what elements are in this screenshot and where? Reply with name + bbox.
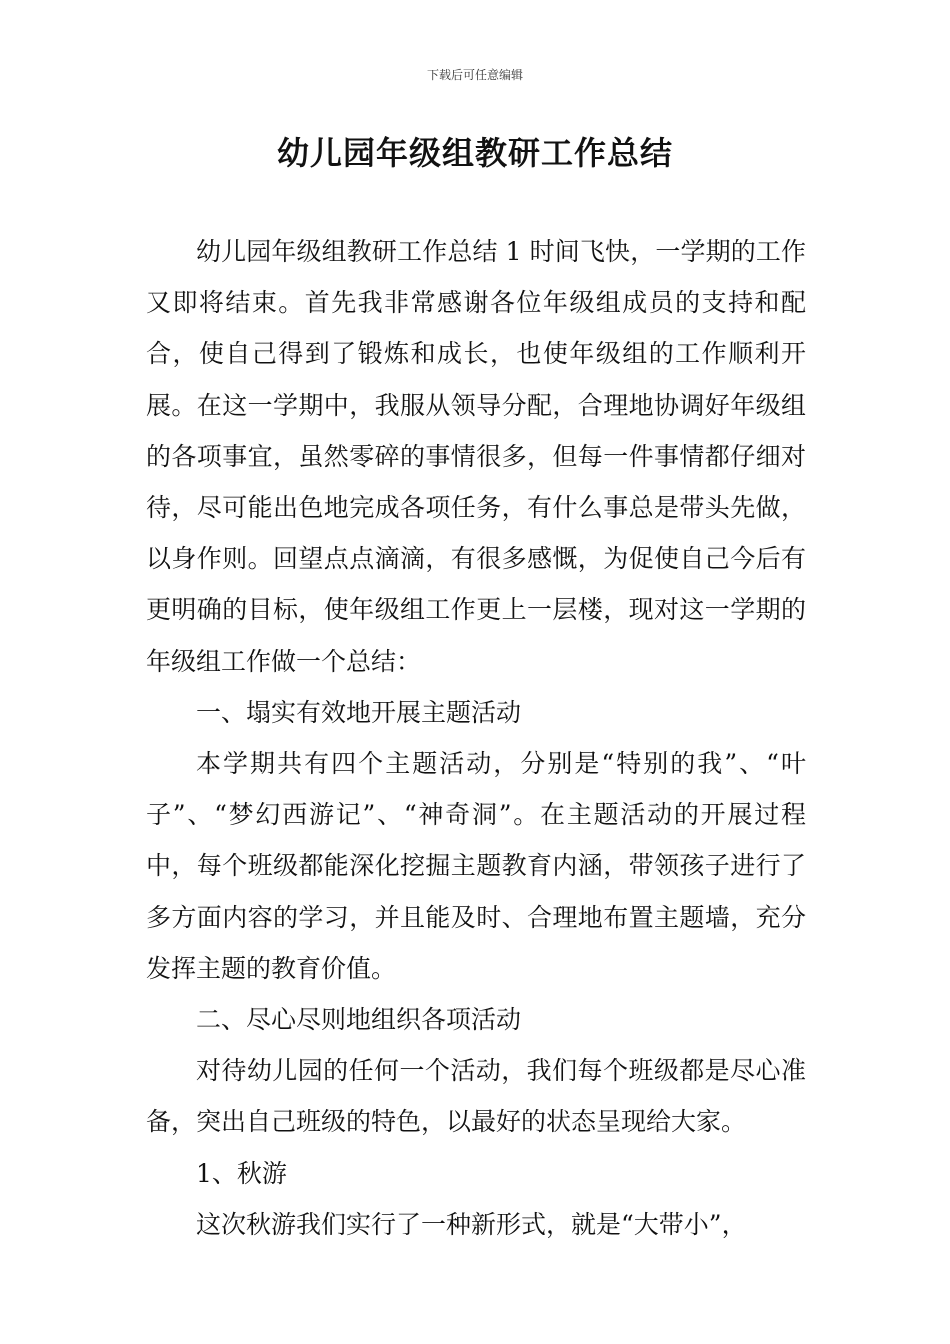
header-note: 下载后可任意编辑 <box>426 68 523 82</box>
paragraph-autumn-trip: 这次秋游我们实行了一种新形式，就是“大带小”， <box>196 1209 747 1239</box>
paragraph-activities: 对待幼儿园的任何一个活动，我们每个班级都是尽心准备，突出自己班级的特色，以最好的状态呈现给大家。 <box>146 1056 806 1137</box>
section-heading-1: 一、塌实有效地开展主题活动 <box>196 697 522 727</box>
paragraph-themes: 本学期共有四个主题活动，分别是“特别的我”、“叶子”、“梦幻西游记”、“神奇洞”。在主题活动的开展过程中，每个班级都能深化挖掘主题教育内涵，带领孩子进行了多方面内容的学习，并且能及时、合理地布置主题墙，充分发挥主题的教育价值。 <box>146 749 806 983</box>
subsection-heading-autumn-trip: 1、秋游 <box>196 1158 287 1188</box>
document-body <box>146 226 806 1250</box>
section-heading-2: 二、尽心尽则地组织各项活动 <box>196 1005 522 1035</box>
paragraph-intro: 幼儿园年级组教研工作总结 1 时间飞快，一学期的工作又即将结束。首先我非常感谢各位年级组成员的支持和配合，使自己得到了锻炼和成长，也使年级组的工作顺利开展。在这一学期中，我服从领导分配，合理地协调好年级组的各项事宜，虽然零碎的事情很多，但每一件事情都仔细对待，尽可能出色地完成各项任务，有什么事总是带头先做，以身作则。回望点点滴滴，有很多感慨，为促使自己今后有更明确的目标，使年级组工作更上一层楼，现对这一学期的年级组工作做一个总结： <box>146 237 806 676</box>
document-title: 幼儿园年级组教研工作总结 <box>276 134 673 172</box>
